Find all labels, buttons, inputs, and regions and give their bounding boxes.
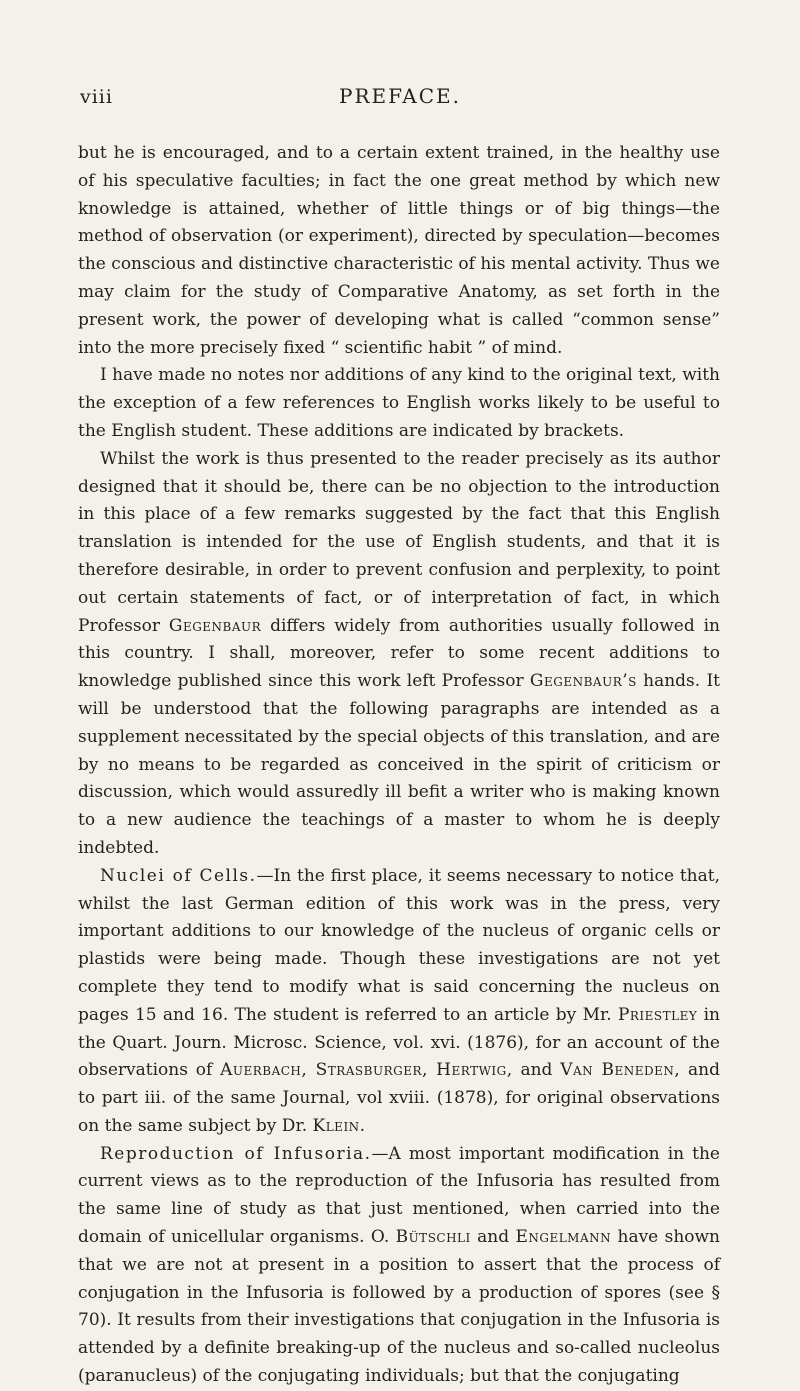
paragraph-4 <box>78 863 720 1141</box>
author-name: Gegenbaur’s <box>529 671 637 692</box>
author-name: Klein. <box>312 1115 366 1136</box>
author-name: Bütschli <box>395 1227 471 1248</box>
running-title: PREFACE. <box>339 84 461 108</box>
author-name: Auerbach, Strasburger, Hertwig, <box>220 1060 513 1081</box>
page-number: viii <box>80 86 113 108</box>
paragraph-3-text-c: hands. It will be understood that the following paragraphs are intended as a supplement necessitated by the special objects of this translation, and are by no means to be regarded as conceived in the spirit of criticism or discussion, which would assuredly ill befit a writer who is making known to a new audience the teachings of a master to whom he is deeply indebted. <box>78 671 720 858</box>
paragraph-5-text-c: have shown that we are not at present in a position to assert that the process of conjugation in the Infusoria is followed by a production of spores (see § 70). It results from their investigations that conjugation in the Infusoria is attended by a definite breaking-up of the nucleus and so-called nucleolus (paranucleus) of the conjugating individuals; but that the conjugating <box>78 1227 721 1387</box>
section-heading: Reproduction of Infusoria. <box>100 1143 372 1164</box>
paragraph-3 <box>78 446 720 863</box>
paragraph-5-text-b: and <box>470 1227 516 1248</box>
author-name: Van Beneden, <box>560 1060 681 1081</box>
paragraph-4-text-a: —In the first place, it seems necessary to notice that, whilst the last German edition of this work was in the press, very important additions to our knowledge of the nucleus of organic cells or plastids were being made. Though these investigations are not yet complete they tend to modify what is said concerning the nucleus on pages 15 and 16. The student is referred to an article by Mr. <box>78 865 721 1025</box>
paragraph-4-text-c: and <box>512 1060 561 1081</box>
paragraph-3-text-a: Whilst the work is thus presented to the reader precisely as its author designed that it should be, there can be no objection to the introduction in this place of a few remarks suggested by the fact that this English translation is intended for the use of English students, and that it is therefore desirable, in order to prevent confusion and perplexity, to point out certain statements of fact, or of interpretation of fact, in which Professor <box>78 448 720 636</box>
author-name: Gegenbaur <box>168 615 262 636</box>
author-name: Engelmann <box>515 1227 612 1248</box>
paragraph-5 <box>78 1141 720 1391</box>
section-heading: Nuclei of Cells. <box>100 865 257 886</box>
page-body <box>78 140 720 1391</box>
paragraph-4-text-b: in the Quart. Journ. Microsc. Science, vol. xvi. (1876), for an account of the observations of <box>78 1004 720 1081</box>
paragraph-3-text-b: differs widely from authorities usually followed in this country. I shall, moreover, refer to some recent additions to knowledge published since this work left Professor <box>78 615 720 692</box>
paragraph-5-text-a: —A most important modification in the current views as to the reproduction of the Infusoria has resulted from the same line of study as that just mentioned, when carried into the domain of unicellular organisms. O. <box>78 1143 720 1248</box>
author-name: Priestley <box>617 1004 698 1025</box>
paragraph-1: but he is encouraged, and to a certain extent trained, in the healthy use of his speculative faculties; in fact the one great method by which new knowledge is attained, whether of little things or of big things—the method of observation (or experiment), directed by speculation—becomes the conscious and distinctive characteristic of his mental activity. Thus we may claim for the study of Comparative Anatomy, as set forth in the present work, the power of developing what is called “common sense” into the more precisely fixed “ scientific habit ” of mind. <box>78 143 720 358</box>
paragraph-2: I have made no notes nor additions of any kind to the original text, with the exception of a few references to English works likely to be useful to the English student. These additions are indicated by brackets. <box>78 365 720 441</box>
paragraph-4-text-d: and to part iii. of the same Journal, vol xviii. (1878), for original observations on the same subject by Dr. <box>78 1060 721 1136</box>
